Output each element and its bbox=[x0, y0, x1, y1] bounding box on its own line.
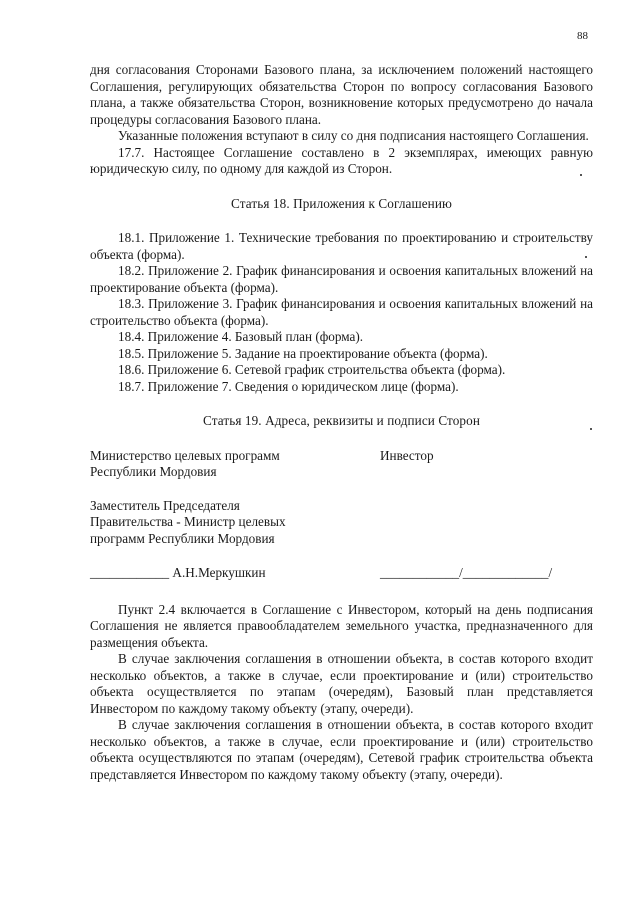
signature-ministry: ____________ А.Н.Меркушкин bbox=[90, 565, 266, 580]
position-line: программ Республики Мордовия bbox=[90, 530, 275, 546]
annex-item: 18.5. Приложение 5. Задание на проектирование объекта (форма). bbox=[118, 345, 488, 361]
paragraph-17-7: 17.7. Настоящее Соглашение составлено в 2 экземплярах, имеющих равную юридическую силу, по одному для каждой из Сторон. bbox=[90, 144, 593, 176]
annex-item: 18.3. Приложение 3. График финансирования и освоения капитальных вложений на строительство объекта (форма). bbox=[90, 296, 593, 328]
article-19-heading: Статья 19. Адреса, реквизиты и подписи Сторон bbox=[203, 413, 480, 428]
annex-item: 18.4. Приложение 4. Базовый план (форма). bbox=[118, 329, 364, 344]
page-number: 88 bbox=[577, 30, 588, 42]
position-line: Правительства - Министр целевых bbox=[90, 514, 286, 529]
party-ministry-line: Министерство целевых программ bbox=[90, 447, 280, 463]
article-18-heading: Статья 18. Приложения к Соглашению bbox=[231, 195, 452, 211]
annex-item: 18.1. Приложение 1. Технические требования по проектированию и строительству объекта (форма). bbox=[90, 230, 593, 262]
paragraph-continued: дня согласования Сторонами Базового плана, за исключением положений настоящего Соглашения, регулирующих обязательства Сторон по вопросу согласования Базового плана, а также обязательства Сторон, возникновение которых предусмотрено до начала процедуры согласования Базового плана. bbox=[90, 62, 593, 127]
document-body bbox=[90, 62, 593, 783]
paragraph-effect: Указанные положения вступают в силу со дня подписания настоящего Соглашения. bbox=[118, 128, 589, 143]
position-line: Заместитель Председателя bbox=[90, 497, 240, 513]
party-investor: Инвестор bbox=[380, 447, 434, 463]
note-paragraph-2-4: Пункт 2.4 включается в Соглашение с Инвестором, который на день подписания Соглашения не является правообладателем земельного участка, предназначенного для размещения объекта. bbox=[90, 601, 593, 650]
note-network-schedule: В случае заключения соглашения в отношении объекта, в состав которого входит несколько объектов, а также в случае, если проектирование и (или) строительство объекта осуществляются по этапам (очередям), Сетевой график строительства объекта представляется Инвестором по каждому такому объекту (этапу, очереди). bbox=[90, 717, 593, 782]
annex-item: 18.7. Приложение 7. Сведения о юридическом лице (форма). bbox=[118, 378, 459, 394]
annex-item: 18.2. Приложение 2. График финансирования и освоения капитальных вложений на проектирование объекта (форма). bbox=[90, 263, 593, 295]
signature-lines bbox=[90, 565, 593, 582]
party-ministry-line: Республики Мордовия bbox=[90, 464, 217, 479]
party-ministry bbox=[90, 448, 380, 481]
note-base-plan: В случае заключения соглашения в отношении объекта, в состав которого входит несколько объектов, а также в случае, если проектирование и (или) строительство объекта осуществляется по этапам (очередям), Базовый план представляется Инвестором по каждому такому объекту (этапу, очереди). bbox=[90, 651, 593, 716]
parties-row bbox=[90, 448, 593, 481]
annex-item: 18.6. Приложение 6. Сетевой график строительства объекта (форма). bbox=[118, 362, 506, 377]
signature-investor: ____________/_____________/ bbox=[380, 565, 553, 580]
signatory-position bbox=[90, 498, 593, 548]
